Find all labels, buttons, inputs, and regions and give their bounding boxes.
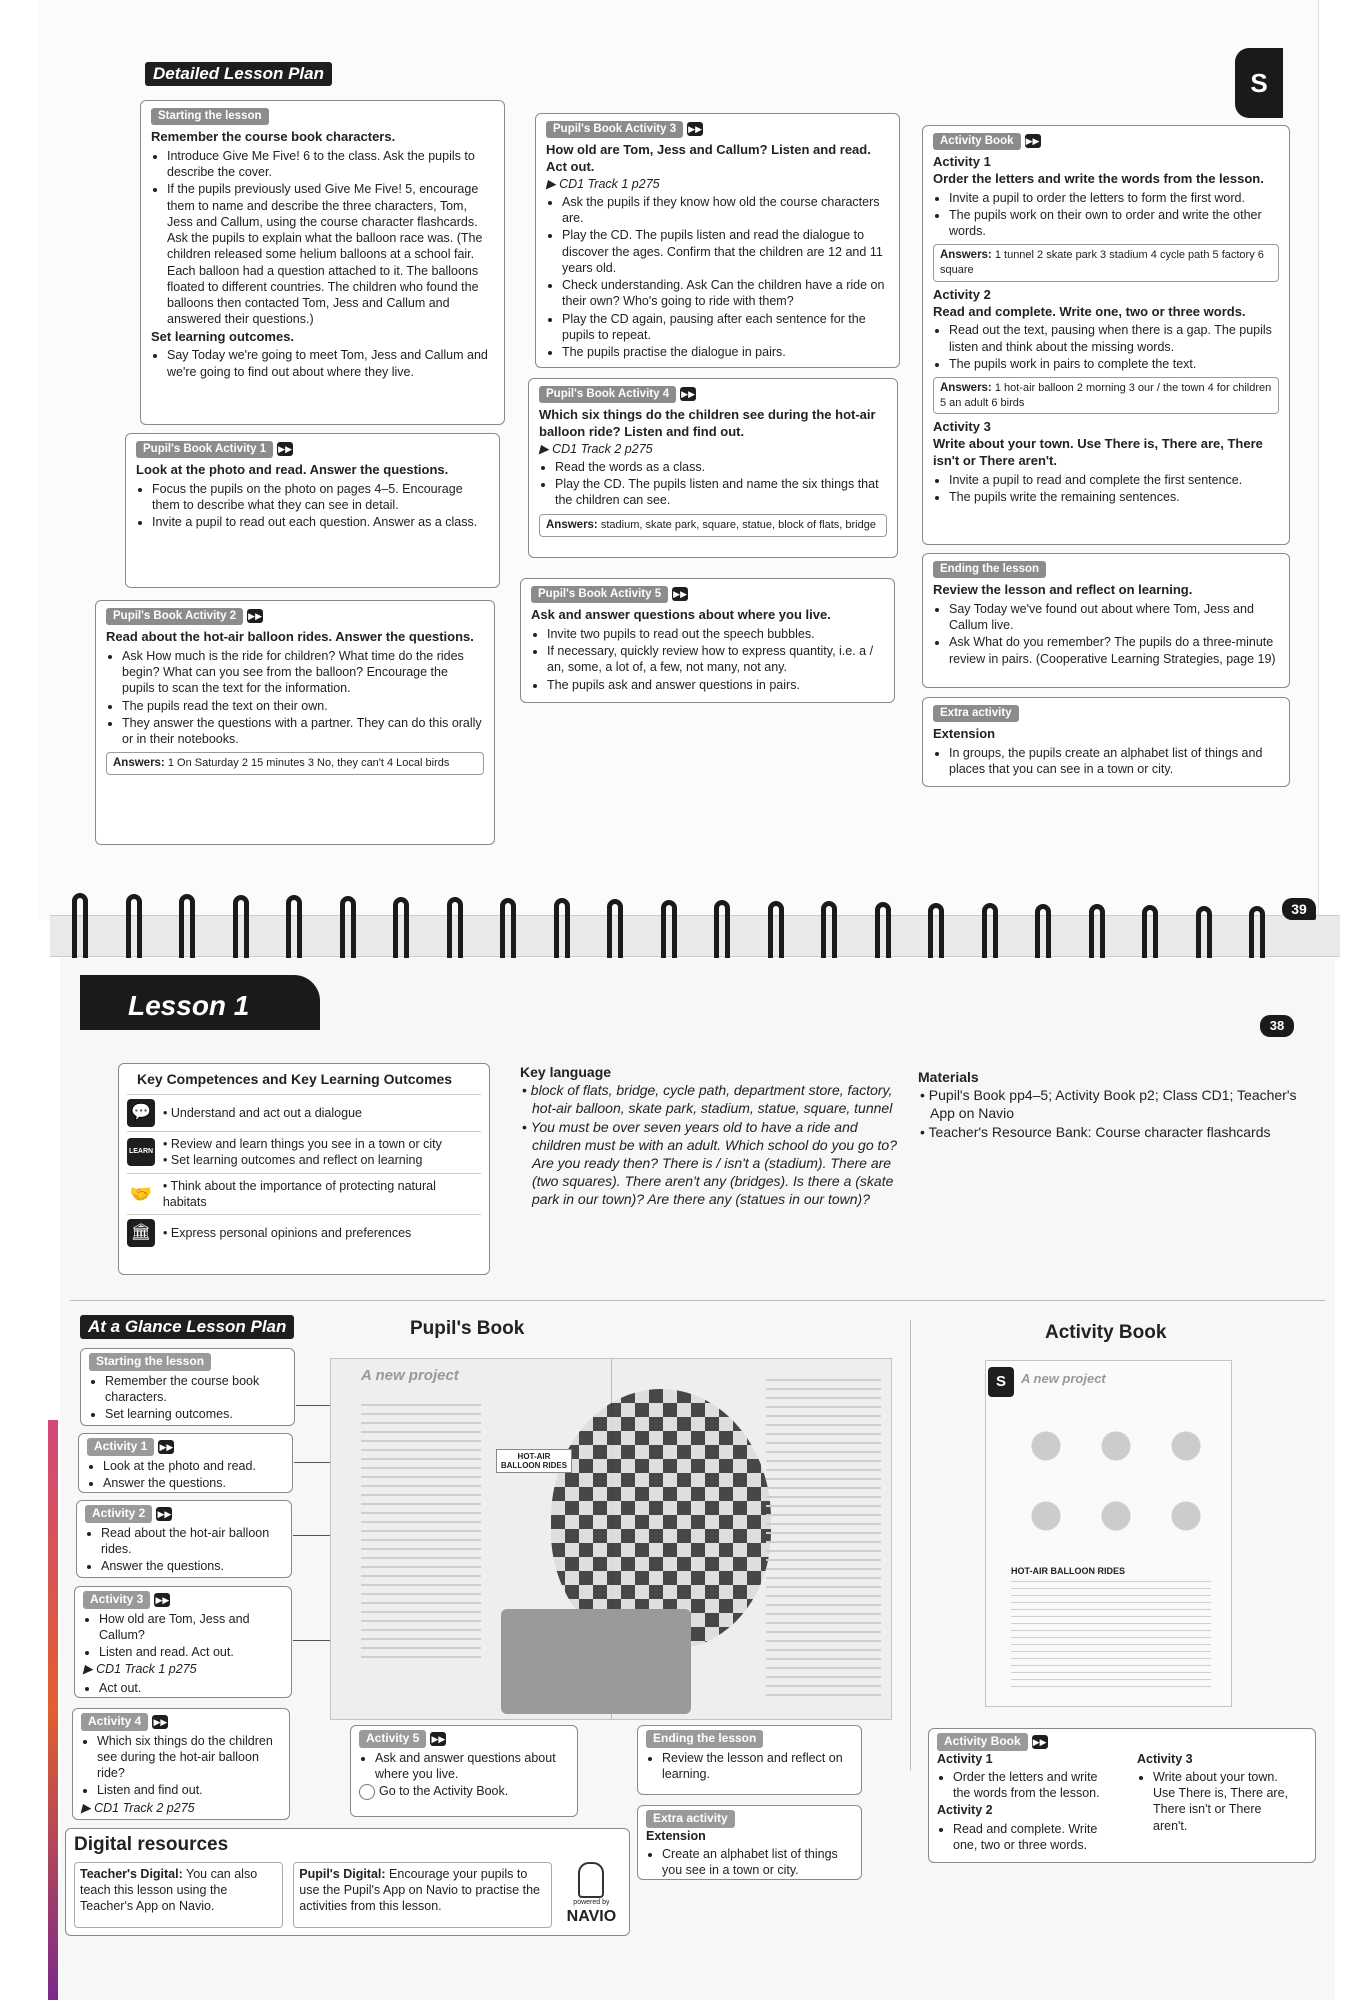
glance-a4-tag: Activity 4 bbox=[81, 1713, 148, 1731]
pb3-bullet: • Play the CD again, pausing after each sentence for the pupils to repeat. bbox=[562, 311, 889, 344]
play-icon: ▶▶ bbox=[688, 123, 703, 134]
competence-row: LEARN • Review and learn things you see in a town or city • Set learning outcomes and reflect on learning bbox=[127, 1131, 481, 1173]
competence-item: Think about the importance of protecting natural habitats bbox=[162, 1178, 436, 1209]
building-icon: 🏛 bbox=[127, 1219, 155, 1247]
navio-icon bbox=[578, 1862, 604, 1898]
at-a-glance-title: At a Glance Lesson Plan bbox=[80, 1315, 294, 1339]
key-language-structures: You must be over seven years old to have a ride and children must be with an adult. Which school do you go to? Are you ready then? There is / isn't a (stadium). There are (two squares). There aren't any (bridges). Is there a (skate park in our town)? Are there any (statues in our town)? bbox=[530, 1118, 897, 1208]
extra-tag: Extra activity bbox=[933, 705, 1019, 722]
glance-bullet: • Create an alphabet list of things you see in a town or city. bbox=[662, 1846, 853, 1879]
pupil-text: Encourage your pupils to use the Pupil's App on Navio to practise the activities from this lesson. bbox=[299, 1866, 540, 1914]
connector-line bbox=[293, 1640, 330, 1641]
connector-line bbox=[296, 1405, 330, 1406]
ab-bullet: • Invite a pupil to read and complete the first sentence. bbox=[949, 472, 1279, 488]
pb1-bullet: • Invite a pupil to read out each question. Answer as a class. bbox=[152, 514, 489, 530]
track-text: CD1 Track 2 p275 bbox=[552, 441, 653, 456]
pb5-head: Ask and answer questions about where you live. bbox=[531, 606, 831, 622]
pb3-tag: Pupil's Book Activity 3 bbox=[546, 121, 683, 138]
pb3-head: How old are Tom, Jess and Callum? Listen and read. Act out. bbox=[546, 141, 871, 174]
pb5-bullet: • If necessary, quickly review how to express quantity, i.e. a / an, some, a lot of, a few, not many, not any. bbox=[547, 643, 884, 676]
glance-bullet: • Read about the hot-air balloon rides. bbox=[101, 1525, 283, 1558]
glance-bullet: • Listen and read. Act out. bbox=[99, 1644, 283, 1660]
ending-bullet: • Ask What do you remember? The pupils do a three-minute review in pairs. (Cooperative Learning Strategies, page 19) bbox=[949, 634, 1279, 667]
competences-title: Key Competences and Key Learning Outcomes bbox=[137, 1071, 453, 1087]
materials-item: Teacher's Resource Bank: Course character flashcards bbox=[928, 1123, 1271, 1140]
activity-book-thumbnail bbox=[985, 1360, 1232, 1707]
pb4-track: ▶ CD1 Track 2 p275 bbox=[539, 441, 653, 456]
track-text: CD1 Track 1 p275 bbox=[96, 1662, 197, 1677]
ab-a1-head: Order the letters and write the words from the lesson. bbox=[933, 170, 1264, 186]
answers-text: 1 On Saturday 2 15 minutes 3 No, they can't 4 Local birds bbox=[167, 757, 450, 770]
go-to-activity-book: Go to the Activity Book. bbox=[359, 1783, 569, 1800]
ab-thumb-letter: S bbox=[988, 1367, 1014, 1397]
text-lines-left bbox=[361, 1404, 481, 1664]
corner-letter: S bbox=[1250, 68, 1268, 98]
navio-text: NAVIO bbox=[566, 1907, 617, 1925]
children-photo bbox=[501, 1609, 691, 1714]
glance-a3-track: ▶ CD1 Track 1 p275 bbox=[83, 1662, 197, 1677]
teacher-label: Teacher's Digital: bbox=[80, 1866, 183, 1881]
pb4-answers bbox=[539, 514, 887, 537]
pb4-bullet: • Play the CD. The pupils listen and name the six things that the children can see. bbox=[555, 476, 887, 509]
answers-text: stadium, skate park, square, statue, block of flats, bridge bbox=[600, 518, 876, 531]
materials-item: Pupil's Book pp4–5; Activity Book p2; Class CD1; Teacher's App on Navio bbox=[928, 1087, 1297, 1122]
pb-activity2-box bbox=[95, 600, 495, 845]
starting-bullet: • Say Today we're going to meet Tom, Jess and Callum and we're going to find out about where they live. bbox=[167, 347, 494, 380]
pb4-head: Which six things do the children see during the hot-air balloon ride? Listen and find out. bbox=[539, 406, 876, 439]
activity-book-icon bbox=[359, 1784, 375, 1800]
digital-resources-box bbox=[65, 1828, 630, 1936]
play-icon: ▶▶ bbox=[1032, 1736, 1047, 1747]
key-language-words: block of flats, bridge, cycle path, department store, factory, hot-air balloon, skate park, stadium, statue, square, tunnel bbox=[530, 1082, 893, 1117]
page-number: 39 bbox=[1291, 901, 1307, 917]
pb-activity4-box bbox=[528, 378, 898, 558]
lesson-title bbox=[128, 990, 249, 1022]
play-icon: ▶▶ bbox=[153, 1716, 168, 1727]
navio-logo bbox=[562, 1862, 621, 1928]
ab-bullet: • The pupils work in pairs to complete the text. bbox=[949, 356, 1279, 372]
glance-bullet: • Remember the course book characters. bbox=[105, 1373, 286, 1406]
pb3-track: ▶ CD1 Track 1 p275 bbox=[546, 176, 660, 191]
ab-bullet: • The pupils write the remaining sentences. bbox=[949, 489, 1279, 505]
activity-book-box bbox=[922, 125, 1290, 545]
learn-icon bbox=[127, 1138, 155, 1166]
ab-a2: Activity 2 bbox=[933, 286, 991, 302]
play-icon: ▶▶ bbox=[1025, 135, 1040, 146]
glance-extra-head: Extension bbox=[646, 1828, 706, 1843]
glance-bullet: • Answer the questions. bbox=[101, 1558, 283, 1574]
glance-extra-tag: Extra activity bbox=[646, 1810, 735, 1828]
glance-bullet: • Listen and find out. bbox=[97, 1782, 281, 1798]
pb2-tag: Pupil's Book Activity 2 bbox=[106, 608, 243, 625]
answers-text: 1 tunnel 2 skate park 3 stadium 4 cycle path 5 factory 6 square bbox=[940, 249, 1264, 277]
answers-label: Answers: bbox=[940, 249, 992, 262]
answers-label: Answers: bbox=[546, 518, 598, 531]
pb5-bullet: • The pupils ask and answer questions in pairs. bbox=[547, 677, 884, 693]
connector-line bbox=[293, 1535, 330, 1536]
ab-thumb-lines bbox=[1011, 1581, 1211, 1691]
teacher-text: You can also teach this lesson using the Teacher's App on Navio. bbox=[80, 1866, 258, 1914]
glance-a5-tag: Activity 5 bbox=[359, 1730, 426, 1748]
ending-lesson-box bbox=[922, 553, 1290, 688]
divider-line bbox=[70, 1300, 1325, 1301]
page-edge-accent bbox=[48, 1420, 58, 2000]
pupil-label: Pupil's Digital: bbox=[299, 1866, 386, 1881]
play-icon: ▶▶ bbox=[278, 443, 293, 454]
pb2-bullet: • They answer the questions with a partner. They can do this orally or in their notebooks. bbox=[122, 715, 484, 748]
detailed-lesson-plan-title: Detailed Lesson Plan bbox=[145, 62, 332, 86]
starting-head2: Set learning outcomes. bbox=[151, 328, 295, 344]
glance-a4-track: ▶ CD1 Track 2 p275 bbox=[81, 1800, 195, 1815]
glance-ab-a3: Activity 3 bbox=[1137, 1751, 1193, 1766]
pb3-bullet: • Ask the pupils if they know how old the course characters are. bbox=[562, 194, 889, 227]
pb-activity1-box bbox=[125, 433, 500, 588]
glance-activity4-box bbox=[72, 1708, 290, 1820]
ending-tag: Ending the lesson bbox=[933, 561, 1046, 578]
starting-tag: Starting the lesson bbox=[151, 108, 269, 125]
pb2-answers bbox=[106, 752, 484, 775]
glance-bullet: • Look at the photo and read. bbox=[103, 1458, 284, 1474]
glance-bullet: • Write about your town. Use There is, There are, There isn't or There aren't. bbox=[1153, 1769, 1297, 1834]
competence-row: 💬 • Understand and act out a dialogue bbox=[127, 1094, 481, 1131]
starting-the-lesson-box bbox=[140, 100, 505, 425]
pupils-book-thumbnail bbox=[330, 1358, 892, 1720]
ab-bullet: • The pupils work on their own to order and write the other words. bbox=[949, 207, 1279, 240]
pb3-bullet: • Check understanding. Ask Can the children have a ride on their own? Who's going to ride with them? bbox=[562, 277, 889, 310]
activity-book-heading: Activity Book bbox=[1045, 1322, 1167, 1343]
pb5-bullet: • Invite two pupils to read out the speech bubbles. bbox=[547, 626, 884, 642]
glance-extra-box bbox=[637, 1805, 862, 1880]
glance-starting-box bbox=[80, 1348, 295, 1426]
pb-activity5-box bbox=[520, 578, 895, 703]
pb1-head: Look at the photo and read. Answer the questions. bbox=[136, 461, 449, 477]
competence-item: Set learning outcomes and reflect on learning bbox=[170, 1153, 423, 1168]
pb1-tag: Pupil's Book Activity 1 bbox=[136, 441, 273, 458]
ab-a3: Activity 3 bbox=[933, 419, 991, 435]
glance-ending-box bbox=[637, 1725, 862, 1795]
glance-a1-tag: Activity 1 bbox=[87, 1438, 154, 1456]
ab-a3-head: Write about your town. Use There is, There are, There isn't or There aren't. bbox=[933, 436, 1263, 469]
competence-row: 🤝 • Think about the importance of protecting natural habitats bbox=[127, 1173, 481, 1215]
glance-a2-tag: Activity 2 bbox=[85, 1505, 152, 1523]
pb-activity3-box bbox=[535, 113, 900, 368]
materials: Materials • Pupil's Book pp4–5; Activity Book p2; Class CD1; Teacher's App on Navio • Teacher's Resource Bank: Course character flashcards bbox=[918, 1069, 1297, 1140]
teachers-digital bbox=[74, 1862, 283, 1928]
key-competences-box bbox=[118, 1063, 490, 1275]
lower-page-number bbox=[1260, 1015, 1294, 1037]
pb2-head: Read about the hot-air balloon rides. Answer the questions. bbox=[106, 628, 474, 644]
play-icon: ▶▶ bbox=[155, 1594, 170, 1605]
ab-thumb-title: A new project bbox=[1021, 1371, 1106, 1386]
pb3-bullet: • Play the CD. The pupils listen and read the dialogue to discover the ages. Confirm that the children are 12 and 11 years old. bbox=[562, 227, 889, 276]
glance-activity5-box bbox=[350, 1725, 578, 1817]
glance-bullet: • Ask and answer questions about where you live. bbox=[375, 1750, 569, 1783]
pb5-tag: Pupil's Book Activity 5 bbox=[531, 586, 668, 603]
play-icon: ▶▶ bbox=[681, 388, 696, 399]
key-language-title: Key language bbox=[520, 1064, 612, 1080]
glance-bullet: • Act out. bbox=[99, 1680, 283, 1696]
track-text: CD1 Track 1 p275 bbox=[559, 176, 660, 191]
glance-ab-tag: Activity Book bbox=[937, 1733, 1028, 1751]
play-icon: ▶▶ bbox=[248, 610, 263, 621]
ab-thumb-heading: HOT-AIR BALLOON RIDES bbox=[1011, 1566, 1125, 1576]
pupils-book-heading: Pupil's Book bbox=[410, 1318, 525, 1339]
ab-bullet: • Read out the text, pausing when there is a gap. The pupils listen and think about the missing words. bbox=[949, 322, 1279, 355]
glance-bullet: • Which six things do the children see during the hot-air balloon ride? bbox=[97, 1733, 281, 1782]
answers-text: 1 hot-air balloon 2 morning 3 our / the town 4 for children 5 an adult 6 birds bbox=[940, 382, 1272, 410]
glance-bullet: • Set learning outcomes. bbox=[105, 1406, 286, 1422]
glance-ab-a1: Activity 1 bbox=[937, 1751, 993, 1766]
starting-bullet: • If the pupils previously used Give Me Five! 5, encourage them to name and describe the three characters, Tom, Jess and Callum, using the course character flashcards. Ask the pupils to explain what the balloon race was. (The children released some helium balloons at a school fair. Each balloon had a question attached to it. The balloons floated to different countries. The children who found the balloons then contacted Tom, Jess and Callum and answered their questions.) bbox=[167, 181, 494, 327]
upper-page-number bbox=[1282, 898, 1316, 920]
column-divider bbox=[910, 1320, 911, 1770]
connector-line bbox=[294, 1462, 330, 1463]
ab-a2-answers bbox=[933, 377, 1279, 414]
pb4-bullet: • Read the words as a class. bbox=[555, 459, 887, 475]
glance-a3-tag: Activity 3 bbox=[83, 1591, 150, 1609]
pupils-digital bbox=[293, 1862, 552, 1928]
pb2-bullet: • Ask How much is the ride for children? What time do the rides begin? What can you see from the balloon? Encourage the pupils to scan the text for the information. bbox=[122, 648, 484, 697]
speech-icon: 💬 bbox=[127, 1099, 155, 1127]
glance-starting-tag: Starting the lesson bbox=[89, 1353, 211, 1371]
glance-activity1-box bbox=[78, 1433, 293, 1493]
glance-bullet: • How old are Tom, Jess and Callum? bbox=[99, 1611, 283, 1644]
corner-letter-tab bbox=[1235, 48, 1283, 118]
powered-by: powered by bbox=[573, 1898, 610, 1906]
pb4-tag: Pupil's Book Activity 4 bbox=[539, 386, 676, 403]
balloon-icons-row bbox=[1016, 1411, 1216, 1551]
ab-tag: Activity Book bbox=[933, 133, 1021, 150]
glance-ending-tag: Ending the lesson bbox=[646, 1730, 763, 1748]
ending-bullet: • Say Today we've found out about where Tom, Jess and Callum live. bbox=[949, 601, 1279, 634]
play-icon: ▶▶ bbox=[673, 588, 688, 599]
key-language: Key language • block of flats, bridge, cycle path, department store, factory, hot-air balloon, skate park, stadium, statue, square, tunnel • You must be over seven years old to have a ride and children must be with an adult. Which school do you go to? Are you ready then? There is / isn't a (stadium). There are (two squares). There aren't any (bridges). Is there a (skate park in our town)? Are there any (statues in our town)? bbox=[520, 1063, 900, 1209]
digital-title: Digital resources bbox=[74, 1834, 229, 1855]
glance-activity3-box bbox=[74, 1586, 292, 1698]
glance-bullet: • Answer the questions. bbox=[103, 1475, 284, 1491]
pb2-bullet: • The pupils read the text on their own. bbox=[122, 698, 484, 714]
ending-head: Review the lesson and reflect on learning. bbox=[933, 581, 1193, 597]
page-number: 38 bbox=[1269, 1018, 1285, 1033]
track-text: CD1 Track 2 p275 bbox=[94, 1800, 195, 1815]
balloon-sign: HOT-AIR BALLOON RIDES bbox=[496, 1449, 572, 1473]
glance-activity2-box bbox=[76, 1500, 292, 1578]
text-lines-right bbox=[766, 1379, 881, 1699]
competence-row: 🏛 • Express personal opinions and preferences bbox=[127, 1214, 481, 1251]
play-icon: ▶▶ bbox=[157, 1508, 172, 1519]
lesson-title-text: Lesson 1 bbox=[128, 990, 250, 1021]
starting-head: Remember the course book characters. bbox=[151, 128, 396, 144]
extra-head: Extension bbox=[933, 725, 996, 741]
glance-bullet: • Read and complete. Write one, two or three words. bbox=[953, 1821, 1117, 1854]
play-icon: ▶▶ bbox=[159, 1441, 174, 1452]
materials-title: Materials bbox=[918, 1069, 979, 1085]
competence-item: Express personal opinions and preferences bbox=[170, 1226, 412, 1241]
play-icon: ▶▶ bbox=[431, 1733, 446, 1744]
answers-label: Answers: bbox=[113, 757, 165, 770]
glance-ab-a2: Activity 2 bbox=[937, 1803, 993, 1818]
glance-bullet: • Order the letters and write the words from the lesson. bbox=[953, 1769, 1117, 1802]
extra-bullet: • In groups, the pupils create an alphabet list of things and places that you can see in a town or city. bbox=[949, 745, 1279, 778]
pb1-bullet: • Focus the pupils on the photo on pages 4–5. Encourage them to describe what they can see in detail. bbox=[152, 481, 489, 514]
thumbnail-title: A new project bbox=[361, 1367, 459, 1384]
learn-icon-label: LEARN bbox=[128, 1148, 154, 1156]
ab-a1: Activity 1 bbox=[933, 153, 991, 169]
competence-item: Understand and act out a dialogue bbox=[170, 1106, 362, 1121]
ab-a1-answers bbox=[933, 244, 1279, 281]
starting-bullet: • Introduce Give Me Five! 6 to the class. Ask the pupils to describe the cover. bbox=[167, 148, 494, 181]
glance-bullet: • Review the lesson and reflect on learning. bbox=[662, 1750, 853, 1783]
competence-item: Review and learn things you see in a town or city bbox=[170, 1137, 442, 1152]
ab-a2-head: Read and complete. Write one, two or three words. bbox=[933, 303, 1246, 319]
answers-label: Answers: bbox=[940, 382, 992, 395]
handshake-icon: 🤝 bbox=[127, 1180, 155, 1208]
ab-bullet: • Invite a pupil to order the letters to form the first word. bbox=[949, 190, 1279, 206]
glance-activity-book-box bbox=[928, 1728, 1316, 1863]
pb3-bullet: • The pupils practise the dialogue in pairs. bbox=[562, 344, 889, 360]
extra-activity-box bbox=[922, 697, 1290, 787]
